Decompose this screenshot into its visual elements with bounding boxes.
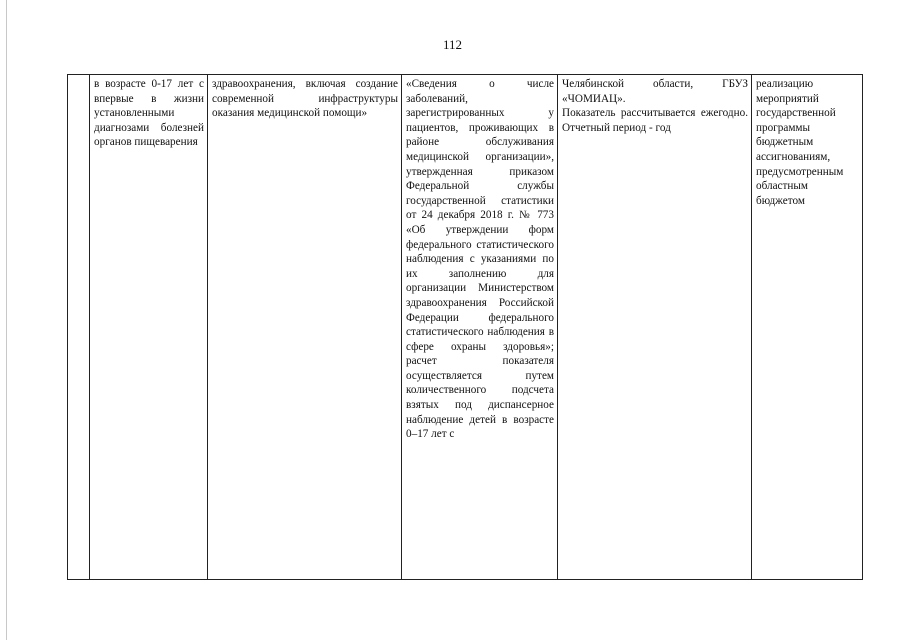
cell-goal-text: здравоохранения, включая создание современной инфраструктуры оказания медицинской помощи» <box>212 78 398 120</box>
table-cell-indicator <box>90 75 208 580</box>
cell-methodology-text: «Сведения о числе заболеваний, зарегистрированных у пациентов, проживающих в районе обслуживания медицинской организации», утвержденная приказом Федеральной службы государственной статистики от 24 декабря 2018 г. № 773 «Об утверждении форм федерального статистического наблюдения с указаниями по их заполнению для организации Министерством здравоохранения Российской Федерации федерального статистического наблюдения в сфере охраны здоровья»; расчет показателя осуществляется путем количественного подсчета взятых под диспансерное наблюдение детей в возрасте 0–17 лет с <box>406 78 554 441</box>
indicator-table <box>67 74 863 580</box>
page-number: 112 <box>442 37 463 52</box>
table-cell-number <box>68 75 90 580</box>
table-cell-source <box>558 75 752 580</box>
table-cell-funding <box>752 75 863 580</box>
table-row <box>68 75 863 580</box>
cell-funding-text: реализацию мероприятий государственной программы бюджетным ассигнованиям, предусмотренным областным бюджетом <box>756 78 844 207</box>
cell-indicator-text: в возрасте 0-17 лет с впервые в жизни установленными диагнозами болезней органов пищеварения <box>94 78 204 149</box>
scan-edge-line <box>6 0 7 640</box>
table-cell-goal <box>208 75 402 580</box>
cell-source-text: Челябинской области, ГБУЗ «ЧОМИАЦ». Показатель рассчитывается ежегодно. Отчетный период - год <box>562 78 748 134</box>
table-cell-methodology <box>402 75 558 580</box>
